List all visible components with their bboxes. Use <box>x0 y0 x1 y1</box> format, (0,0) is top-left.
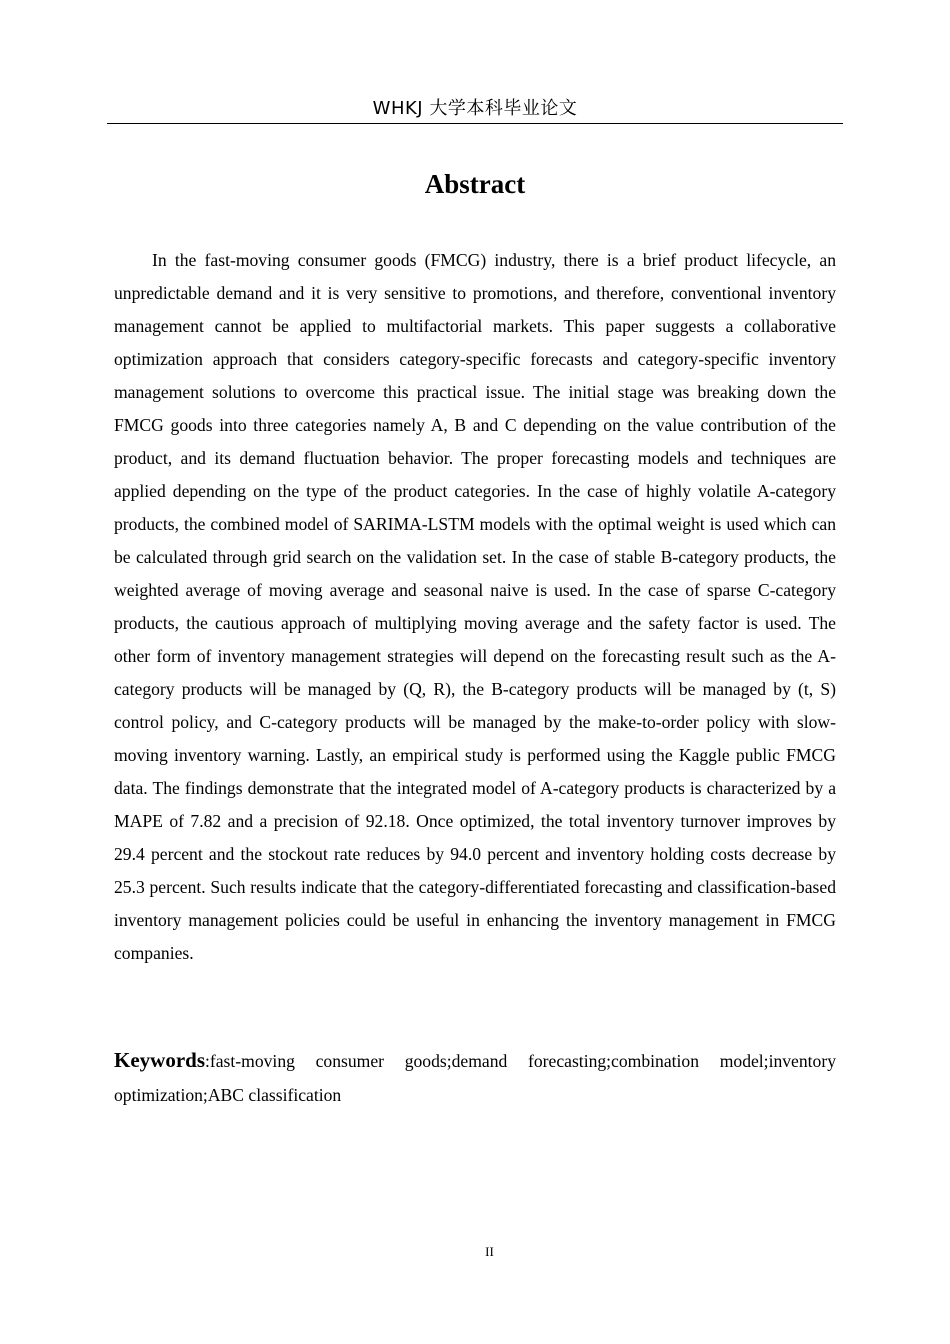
header-text: WHKJ 大学本科毕业论文 <box>372 98 578 119</box>
page-title: Abstract <box>424 169 526 199</box>
keywords-label: Keywords <box>114 1048 205 1072</box>
page-number: II <box>485 1244 494 1259</box>
keywords-text: fast-moving consumer goods;demand forecasting;combination model;inventory optimization;ABC classification <box>114 1051 836 1105</box>
page-header <box>107 96 843 124</box>
keywords-paragraph <box>114 1043 836 1112</box>
keywords-separator: : <box>205 1051 210 1071</box>
abstract-paragraph: In the fast-moving consumer goods (FMCG) industry, there is a brief product lifecycle, an unpredictable demand and it is very sensitive to promotions, and therefore, conventional inventory management cannot be applied to multifactorial markets. This paper suggests a collaborative optimization approach that considers category-specific forecasts and category-specific inventory management solutions to overcome this practical issue. The initial stage was breaking down the FMCG goods into three categories namely A, B and C depending on the value contribution of the product, and its demand fluctuation behavior. The proper forecasting models and techniques are applied depending on the type of the product categories. In the case of highly volatile A-category products, the combined model of SARIMA-LSTM models with the optimal weight is used which can be calculated through grid search on the validation set. In the case of stable B-category products, the weighted average of moving average and seasonal naive is used. In the case of sparse C-category products, the cautious approach of multiplying moving average and the safety factor is used. The other form of inventory management strategies will depend on the forecasting result such as the A-category products will be managed by (Q, R), the B-category products will be managed by (t, S) control policy, and C-category products will be managed by the make-to-order policy with slow-moving inventory warning. Lastly, an empirical study is performed using the Kaggle public FMCG data. The findings demonstrate that the integrated model of A-category products is characterized by a MAPE of 7.82 and a precision of 92.18. Once optimized, the total inventory turnover improves by 29.4 percent and the stockout rate reduces by 94.0 percent and inventory holding costs decrease by 25.3 percent. Such results indicate that the category-differentiated forecasting and classification-based inventory management policies could be useful in enhancing the inventory management in FMCG companies. <box>114 250 836 963</box>
